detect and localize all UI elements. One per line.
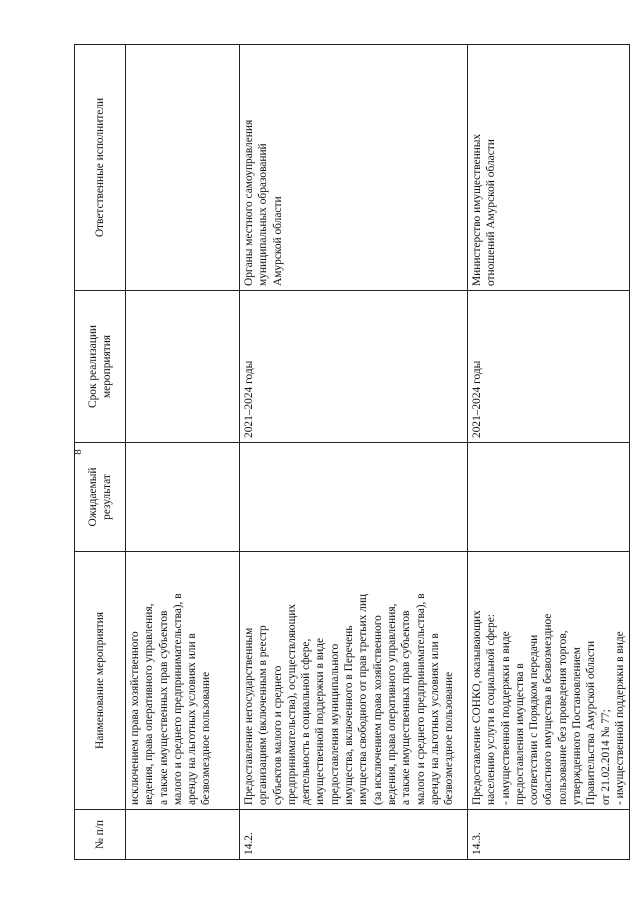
header-number: № п/п [75,810,126,860]
header-expected-result: Ожидаемый результат [75,443,126,552]
row-number: 14.3. [468,810,630,860]
executors [126,45,240,291]
table-row [240,45,468,860]
row-number: 14.2. [240,810,468,860]
measure-name: исключением права хозяйственного ведения, права оперативного управления, а также имущественных прав субъектов малого и среднего предпринимательства), в аренду на льготных условиях или в безвозмездное пользование [126,552,240,810]
header-measure-name: Наименование мероприятия [75,552,126,810]
header-term: Срок реализации мероприятия [75,291,126,443]
expected-result [126,443,240,552]
executors: Органы местного самоуправления муниципальных образований Амурской области [240,45,468,291]
page-number: 8 [72,449,84,455]
measure-name: Предоставление СОНКО, оказывающих населению услуги в социальной сфере: - имущественной поддержки в виде предоставления имущества в соответствии с Порядком передачи областного имущества в безвозмездное пользование без проведения торгов, утвержденного Постановлением Правительства Амурской области от 21.02.2014 № 77; - имущественной поддержки в виде [468,552,630,810]
table-header-row [75,45,126,860]
term: 2021–2024 годы [468,291,630,443]
measures-table [74,44,630,860]
table-row [468,45,630,860]
expected-result [468,443,630,552]
rotated-page-wrapper [74,45,624,860]
measure-name: Предоставление негосударственным организациям (включенным в реестр субъектов малого и среднего предпринимательства), осуществляющих деятельность в социальной сфере, имущественной поддержки в виде предоставления муниципального имущества, включенного в Перечень имущества свободного от прав третьих лиц (за исключением права хозяйственного ведения, права оперативного управления, а также имущественных прав субъектов малого и среднего предпринимательства), в аренду на льготных условиях или в безвозмездное пользование [240,552,468,810]
executors: Министерство имущественных отношений Амурской области [468,45,630,291]
rotated-page [74,45,624,860]
term: 2021–2024 годы [240,291,468,443]
expected-result [240,443,468,552]
header-executors: Ответственные исполнители [75,45,126,291]
term [126,291,240,443]
row-number [126,810,240,860]
table-row [126,45,240,860]
